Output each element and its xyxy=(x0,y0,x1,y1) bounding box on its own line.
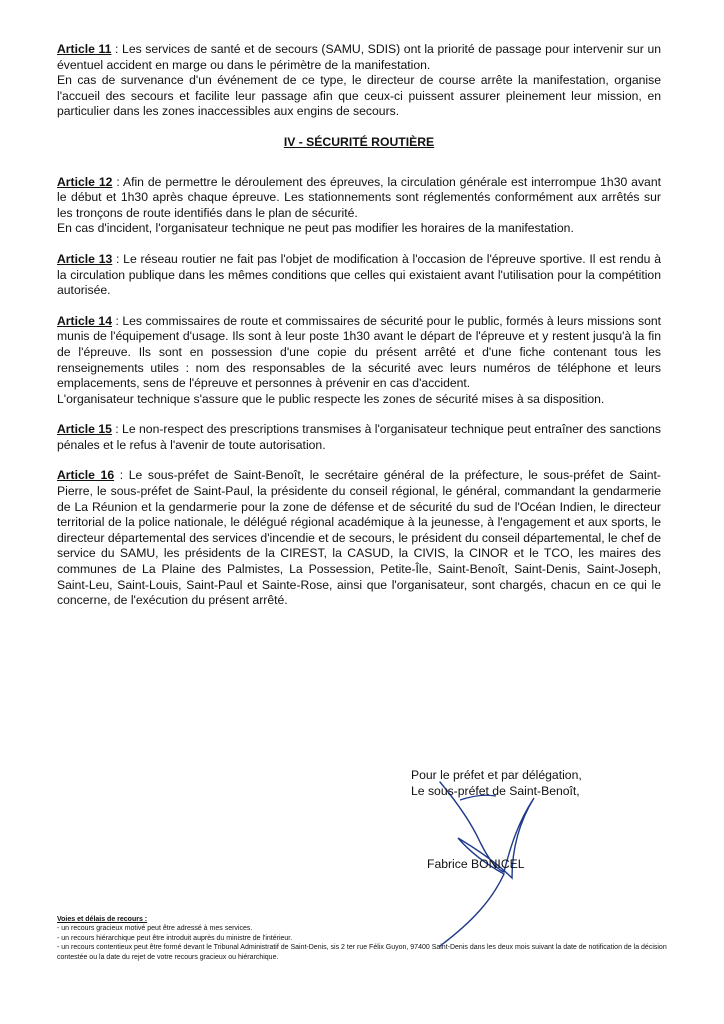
article-15 xyxy=(57,422,661,453)
footer-item: - un recours contentieux peut être formé devant le Tribunal Administratif de Saint-Denis, sis 2 ter rue Félix Guyon, 97400 Saint-Denis dans les deux mois suivant la date de notification de la décision contestée ou la date du rejet de votre recours gracieux ou hiérarchique. xyxy=(57,944,667,961)
article-text: : Le sous-préfet de Saint-Benoît, le secrétaire général de la préfecture, le sous-préfet de Saint-Pierre, le sous-préfet de Saint-Paul, la présidente du conseil régional, le général, commandant la gendarmerie de La Réunion et la gendarmerie pour la zone de défense et de sécurité du sud de l'Océan Indien, le directeur territorial de la police nationale, le délégué régional académique à la jeunesse, à l'engagement et aux sports, le directeur départemental des services d'incendie et de secours, le président du conseil départemental, le chef de service du SAMU, les présidents de la CIREST, la CASUD, la CIVIS, la CINOR et le TCO, les maires des communes de La Plaine des Palmistes, La Possession, Petite-Île, Saint-Benoît, Saint-Denis, Saint-Joseph, Saint-Leu, Saint-Louis, Saint-Paul et Sainte-Rose, ainsi que l'organisateur, sont chargés, chacun en ce qui le concerne, de l'exécution du présent arrêté. xyxy=(57,468,661,608)
article-label: Article 11 xyxy=(57,42,112,56)
appeal-footer xyxy=(57,915,667,962)
footer-item: - un recours gracieux motivé peut être adressé à mes services. xyxy=(57,925,253,933)
article-16 xyxy=(57,468,661,608)
article-text: L'organisateur technique s'assure que le public respecte les zones de sécurité mises à sa disposition. xyxy=(57,391,605,406)
article-paragraph xyxy=(57,422,661,453)
article-text: En cas d'incident, l'organisateur technique ne peut pas modifier les horaires de la manifestation. xyxy=(57,221,574,236)
document-body xyxy=(57,42,661,624)
section-heading: IV - SÉCURITÉ ROUTIÈRE xyxy=(283,134,435,149)
article-text: : Le non-respect des prescriptions transmises à l'organisateur technique peut entraîner des sanctions pénales et le refus à l'avenir de toute autorisation. xyxy=(57,422,662,452)
signature-block xyxy=(411,768,582,799)
footer-item: - un recours hiérarchique peut être introduit auprès du ministre de l'intérieur. xyxy=(57,934,293,942)
article-text: : Les commissaires de route et commissaires de sécurité pour le public, formés à leurs missions sont munis de l'équipement d'usage. Ils sont à leur poste 1h30 avant le départ de l'épreuve et y restent jusqu'à la fin de l'épreuve. Ils sont en possession d'une copie du présent arrêté et d'une fiche contenant tous les renseignements utiles : nom des responsables de la sécurité avec leurs numéros de téléphone et leurs emplacements, sens de l'épreuve et personnes à prévenir en cas d'accident. xyxy=(57,313,662,391)
articles-before xyxy=(57,42,661,120)
article-paragraph xyxy=(57,42,661,73)
footer-title: Voies et délais de recours : xyxy=(57,916,148,923)
articles-after xyxy=(57,175,661,609)
article-12 xyxy=(57,175,661,237)
article-paragraph xyxy=(57,252,661,299)
signatory-name: Fabrice BONICEL xyxy=(427,857,525,871)
article-paragraph xyxy=(57,314,661,392)
article-label: Article 13 xyxy=(57,251,113,266)
article-text: : Afin de permettre le déroulement des épreuves, la circulation générale est interrompue 1h30 avant le début et 1h30 après chaque épreuve. Les stationnements sont réglementés conformément aux arrêtés sur les tronçons de route identifiés dans le plan de sécurité. xyxy=(57,174,661,220)
signature-line-2: Le sous-préfet de Saint-Benoît, xyxy=(411,783,580,798)
article-text: En cas de survenance d'un événement de ce type, le directeur de course arrête la manifestation, organise l'accueil des secours et facilite leur passage afin que ceux-ci puissent assurer pleinement leur mission, en particulier dans les zones inaccessibles aux engins de secours. xyxy=(57,73,661,119)
article-13 xyxy=(57,252,661,299)
article-paragraph xyxy=(57,392,661,408)
article-label: Article 14 xyxy=(57,313,112,328)
article-paragraph xyxy=(57,221,661,237)
article-paragraph xyxy=(57,175,661,222)
article-label: Article 16 xyxy=(57,468,115,483)
signature-line-1: Pour le préfet et par délégation, xyxy=(411,768,582,782)
article-paragraph xyxy=(57,468,661,608)
article-label: Article 12 xyxy=(57,174,113,189)
article-label: Article 15 xyxy=(57,422,112,437)
footer-items xyxy=(57,924,667,962)
article-11 xyxy=(57,42,661,120)
article-text: : Le réseau routier ne fait pas l'objet de modification à l'occasion de l'épreuve sportive. Il est rendu à la circulation publique dans les mêmes conditions que celles qui existaient avant l'utilisation pour la compétition autorisée. xyxy=(57,251,662,298)
article-14 xyxy=(57,314,661,408)
article-paragraph xyxy=(57,73,661,120)
article-text: : Les services de santé et de secours (SAMU, SDIS) ont la priorité de passage pour intervenir sur un éventuel accident en marge ou dans le périmètre de la manifestation. xyxy=(57,42,661,72)
